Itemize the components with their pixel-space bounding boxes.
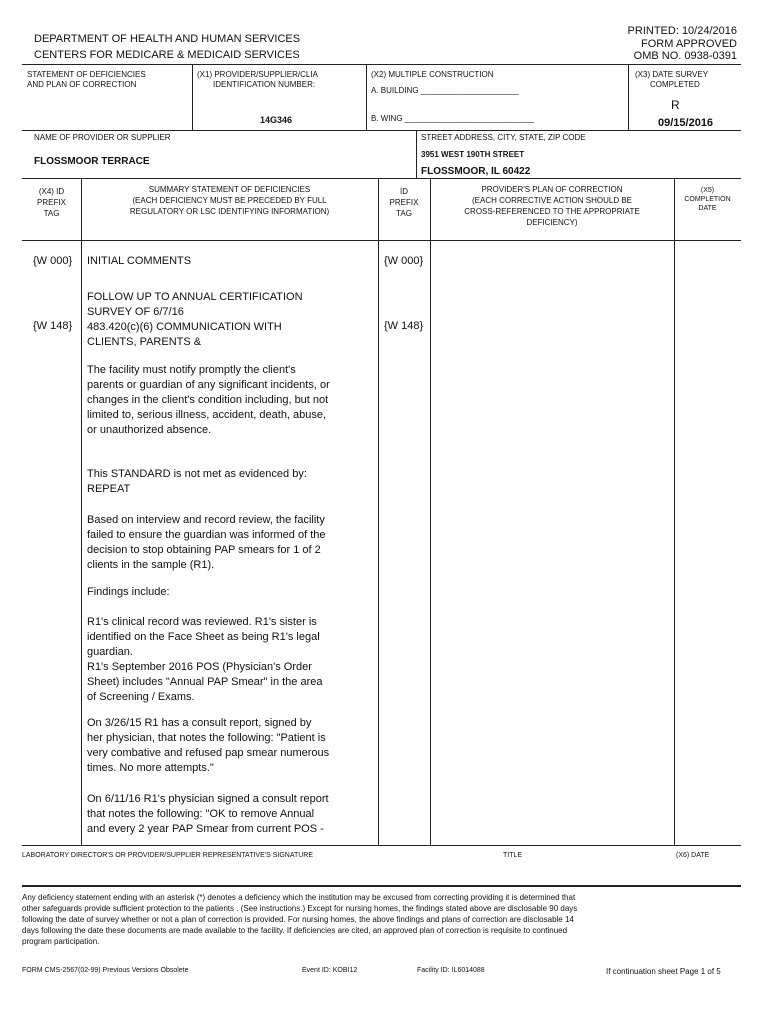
page-indicator: If continuation sheet Page 1 of 5 <box>606 967 721 976</box>
text-line: On 3/26/15 R1 has a consult report, signed by <box>87 717 312 729</box>
follow-up-text <box>87 290 347 320</box>
plan-header-3: CROSS-REFERENCED TO THE APPROPRIATE <box>464 207 640 216</box>
text-line: very combative and refused pap smear numerous <box>87 747 330 759</box>
x3-label-2: COMPLETED <box>650 80 700 89</box>
consult-2016-paragraph <box>87 792 347 837</box>
consult-2015-paragraph <box>87 716 347 776</box>
text-line: FOLLOW UP TO ANNUAL CERTIFICATION <box>87 291 303 303</box>
footnote <box>22 892 747 947</box>
form-number: FORM CMS-2567(02-99) Previous Versions Obsolete <box>22 967 189 974</box>
text-line: her physician, that notes the following: "Patient is <box>87 732 326 744</box>
x1-label-2: IDENTIFICATION NUMBER: <box>213 80 316 89</box>
rule <box>430 178 431 845</box>
dept-line-1: DEPARTMENT OF HEALTH AND HUMAN SERVICES <box>34 33 301 45</box>
x5-header-1: (X5) <box>700 187 715 194</box>
summary-header-1: SUMMARY STATEMENT OF DEFICIENCIES <box>148 185 311 194</box>
x4-header-3: TAG <box>43 209 60 218</box>
rule <box>22 845 741 846</box>
text-line: REPEAT <box>87 483 131 495</box>
text-line: Findings include: <box>87 586 170 598</box>
rule <box>416 130 417 178</box>
x4-header-1: (X4) ID <box>38 187 65 196</box>
id-header-2: PREFIX <box>389 198 419 207</box>
tag-w148-left: {W 148} <box>33 320 73 332</box>
text-line: identified on the Face Sheet as being R1's legal <box>87 631 320 643</box>
findings-summary <box>87 513 347 573</box>
x2-wing: B. WING _____________________________ <box>371 114 534 123</box>
text-line: Sheet) includes "Annual PAP Smear" in the area <box>87 676 323 688</box>
text-line: failed to ensure the guardian was informed of the <box>87 529 326 541</box>
x2-label: (X2) MULTIPLE CONSTRUCTION <box>371 70 494 79</box>
rule <box>22 64 741 65</box>
omb-number: OMB NO. 0938-0391 <box>633 50 737 62</box>
text-line: SURVEY OF 6/7/16 <box>87 306 184 318</box>
rule <box>22 885 741 887</box>
text-line: Any deficiency statement ending with an asterisk (*) denotes a deficiency which the institution may be excused from correcting providing it is determined that <box>22 893 576 902</box>
provider-label: NAME OF PROVIDER OR SUPPLIER <box>34 133 171 142</box>
address-label: STREET ADDRESS, CITY, STATE, ZIP CODE <box>421 133 586 142</box>
x3-r: R <box>671 98 680 112</box>
standard-not-met <box>87 467 347 497</box>
rule <box>81 178 82 845</box>
provider-name: FLOSSMOOR TERRACE <box>34 156 150 167</box>
record-review-paragraph <box>87 615 347 705</box>
provider-id-number: 14G346 <box>260 115 293 125</box>
rule <box>378 178 379 845</box>
stmt-label-2: AND PLAN OF CORRECTION <box>27 80 137 89</box>
tag-w000-right: {W 000} <box>384 255 424 267</box>
text-line: decision to stop obtaining PAP smears for 1 of 2 <box>87 544 321 556</box>
x5-header-2: COMPLETION <box>684 196 731 203</box>
rule <box>628 64 629 130</box>
id-header-3: TAG <box>396 209 412 218</box>
x5-header-3: DATE <box>698 205 717 212</box>
text-line: program participation. <box>22 937 100 946</box>
regulation-paragraph <box>87 363 347 438</box>
rule <box>22 240 741 241</box>
text-line: days following the date these documents are made available to the facility. If deficiencies are cited, an approved plan of correction is requisite to continued <box>22 926 568 935</box>
text-line: guardian. <box>87 646 133 658</box>
survey-completed-date: 09/15/2016 <box>658 117 714 129</box>
text-line: 483.420(c)(6) COMMUNICATION WITH <box>87 321 282 333</box>
address-line-1: 3951 WEST 190TH STREET <box>421 150 525 159</box>
id-header-1: ID <box>400 187 408 196</box>
summary-header-3: REGULATORY OR LSC IDENTIFYING INFORMATION) <box>129 207 330 216</box>
findings-include <box>87 585 347 600</box>
text-line: On 6/11/16 R1's physician signed a consult report <box>87 793 329 805</box>
initial-comments: INITIAL COMMENTS <box>87 255 192 267</box>
text-line: that notes the following: "OK to remove Annual <box>87 808 315 820</box>
plan-header-1: PROVIDER'S PLAN OF CORRECTION <box>481 185 623 194</box>
x3-label-1: (X3) DATE SURVEY <box>635 70 709 79</box>
form-approved: FORM APPROVED <box>641 38 737 50</box>
dept-line-2: CENTERS FOR MEDICARE & MEDICAID SERVICES <box>34 49 300 61</box>
text-line: and every 2 year PAP Smear from current POS - <box>87 823 324 835</box>
rule <box>22 130 741 131</box>
text-line: clients in the sample (R1). <box>87 559 215 571</box>
x4-header-2: PREFIX <box>37 198 66 207</box>
plan-header-4: DEFICIENCY) <box>526 218 578 227</box>
text-line: times. No more attempts." <box>87 762 214 774</box>
date-label: (X6) DATE <box>676 852 710 859</box>
x2-building: A. BUILDING ______________________ <box>371 86 519 95</box>
rule <box>22 178 741 179</box>
text-line: R1's September 2016 POS (Physician's Order <box>87 661 312 673</box>
text-line: following the date of survey whether or not a plan of correction is provided. For nursing homes, the above findings and plans of correction are disclosable 14 <box>22 915 574 924</box>
text-line: CLIENTS, PARENTS & <box>87 336 202 348</box>
text-line: This STANDARD is not met as evidenced by: <box>87 468 307 480</box>
text-line: R1's clinical record was reviewed. R1's sister is <box>87 616 317 628</box>
signature-label: LABORATORY DIRECTOR'S OR PROVIDER/SUPPLIER REPRESENTATIVE'S SIGNATURE <box>22 852 314 859</box>
text-line: The facility must notify promptly the client's <box>87 364 296 376</box>
text-line: changes in the client's condition including, but not <box>87 394 329 406</box>
address-line-2: FLOSSMOOR, IL 60422 <box>421 166 531 177</box>
text-line: limited to, serious illness, accident, death, abuse, <box>87 409 327 421</box>
text-line: other safeguards provide sufficient protection to the patients . (See instructions.) Except for nursing homes, the findings stated above are disclosable 90 days <box>22 904 578 913</box>
rule <box>674 178 675 845</box>
printed-date: PRINTED: 10/24/2016 <box>627 25 737 37</box>
x1-label-1: (X1) PROVIDER/SUPPLIER/CLIA <box>197 70 318 79</box>
stmt-label-1: STATEMENT OF DEFICIENCIES <box>27 70 146 79</box>
text-line: or unauthorized absence. <box>87 424 212 436</box>
plan-header-2: (EACH CORRECTIVE ACTION SHOULD BE <box>471 196 633 205</box>
tag-w148-right: {W 148} <box>384 320 424 332</box>
event-id: Event ID: KOBI12 <box>302 967 358 974</box>
title-label: TITLE <box>503 852 523 859</box>
text-line: Based on interview and record review, the facility <box>87 514 325 526</box>
tag-w000-left: {W 000} <box>33 255 73 267</box>
text-line: of Screening / Exams. <box>87 691 195 703</box>
text-line: parents or guardian of any significant incidents, or <box>87 379 330 391</box>
facility-id: Facility ID: IL6014088 <box>417 967 485 974</box>
rule <box>192 64 193 130</box>
summary-header-2: (EACH DEFICIENCY MUST BE PRECEDED BY FULL <box>132 196 327 205</box>
rule <box>366 64 367 130</box>
w148-title <box>87 320 347 350</box>
